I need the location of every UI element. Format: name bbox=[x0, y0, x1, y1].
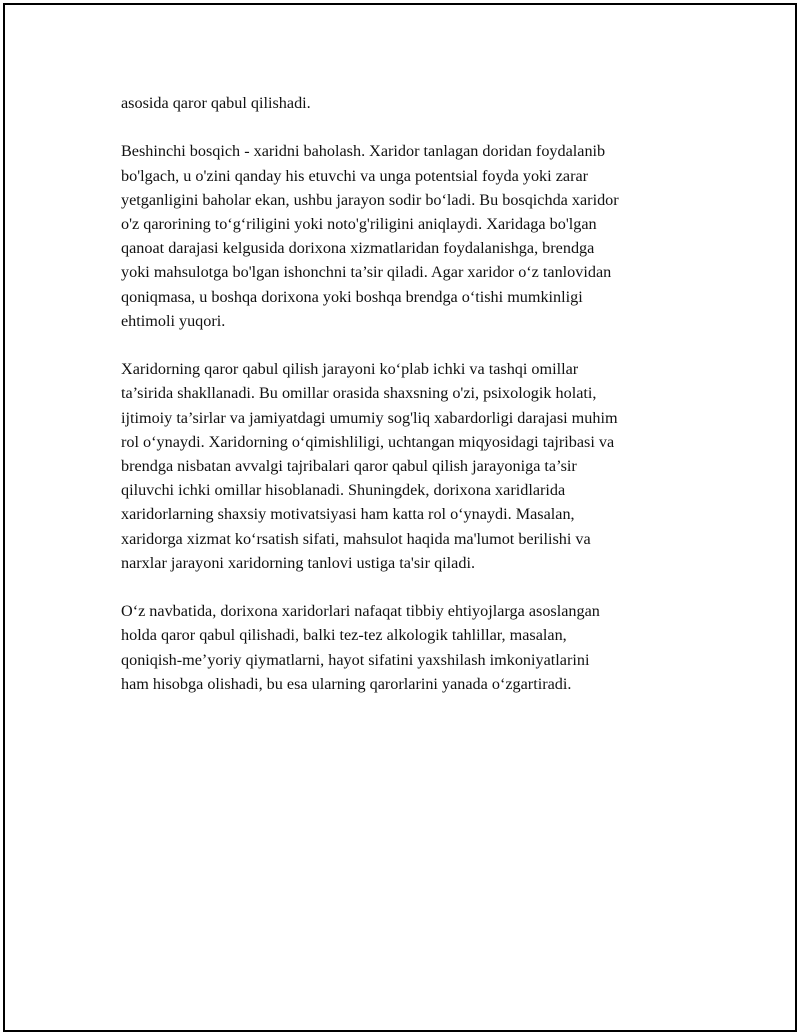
text-line: ehtimoli yuqori. bbox=[121, 311, 226, 330]
paragraph-4 bbox=[121, 599, 721, 696]
text-line: yoki mahsulotga bo'lgan ishonchni ta’sir qiladi. Agar xaridor o‘z tanlovidan bbox=[121, 263, 612, 282]
text-line: xaridorga xizmat ko‘rsatish sifati, mahsulot haqida ma'lumot berilishi va bbox=[121, 529, 591, 548]
text-line: holda qaror qabul qilishadi, balki tez-tez alkologik tahlillar, masalan, bbox=[121, 626, 567, 645]
text-line: O‘z navbatida, dorixona xaridorlari nafaqat tibbiy ehtiyojlarga asoslangan bbox=[121, 602, 600, 621]
text-line: yetganligini baholar ekan, ushbu jarayon sodir bo‘ladi. Bu bosqichda xaridor bbox=[121, 190, 619, 209]
text-line: narxlar jarayoni xaridorning tanlovi ustiga ta'sir qiladi. bbox=[121, 553, 475, 572]
text-line: Xaridorning qaror qabul qilish jarayoni ko‘plab ichki va tashqi omillar bbox=[121, 360, 579, 379]
paragraph-1 bbox=[121, 91, 721, 115]
text-line: qiluvchi ichki omillar hisoblanadi. Shuningdek, dorixona xaridlarida bbox=[121, 481, 566, 500]
document-body bbox=[121, 91, 721, 720]
text-line: qoniqmasa, u boshqa dorixona yoki boshqa brendga o‘tishi mumkinligi bbox=[121, 287, 583, 306]
text-line: qanoat darajasi kelgusida dorixona xizmatlaridan foydalanishga, brendga bbox=[121, 239, 595, 258]
text-line: xaridorlarning shaxsiy motivatsiyasi ham katta rol o‘ynaydi. Masalan, bbox=[121, 505, 575, 524]
paragraph-3 bbox=[121, 357, 721, 575]
text-line: qoniqish-me’yoriy qiymatlarni, hayot sifatini yaxshilash imkoniyatlarini bbox=[121, 650, 590, 669]
text-line: ta’sirida shakllanadi. Bu omillar orasida shaxsning o'zi, psixologik holati, bbox=[121, 384, 597, 403]
text-line: o'z qarorining to‘g‘riligini yoki noto'g'riligini aniqlaydi. Xaridaga bo'lgan bbox=[121, 215, 597, 233]
document-page bbox=[3, 3, 797, 1032]
text-line: Beshinchi bosqich - xaridni baholash. Xaridor tanlagan doridan foydalanib bbox=[121, 142, 606, 161]
text-line: asosida qaror qabul qilishadi. bbox=[121, 94, 311, 112]
text-line: brendga nisbatan avvalgi tajribalari qaror qabul qilish jarayoniga ta’sir bbox=[121, 457, 577, 476]
text-line: ijtimoiy ta’sirlar va jamiyatdagi umumiy sog'liq xabardorligi darajasi muhim bbox=[121, 408, 618, 427]
text-line: rol o‘ynaydi. Xaridorning o‘qimishliligi, uchtangan miqyosidagi tajribasi va bbox=[121, 432, 615, 451]
text-line: bo'lgach, u o'zini qanday his etuvchi va unga potentsial foyda yoki zarar bbox=[121, 166, 589, 185]
text-line: ham hisobga olishadi, bu esa ularning qarorlarini yanada o‘zgartiradi. bbox=[121, 674, 572, 693]
paragraph-2 bbox=[121, 139, 721, 333]
